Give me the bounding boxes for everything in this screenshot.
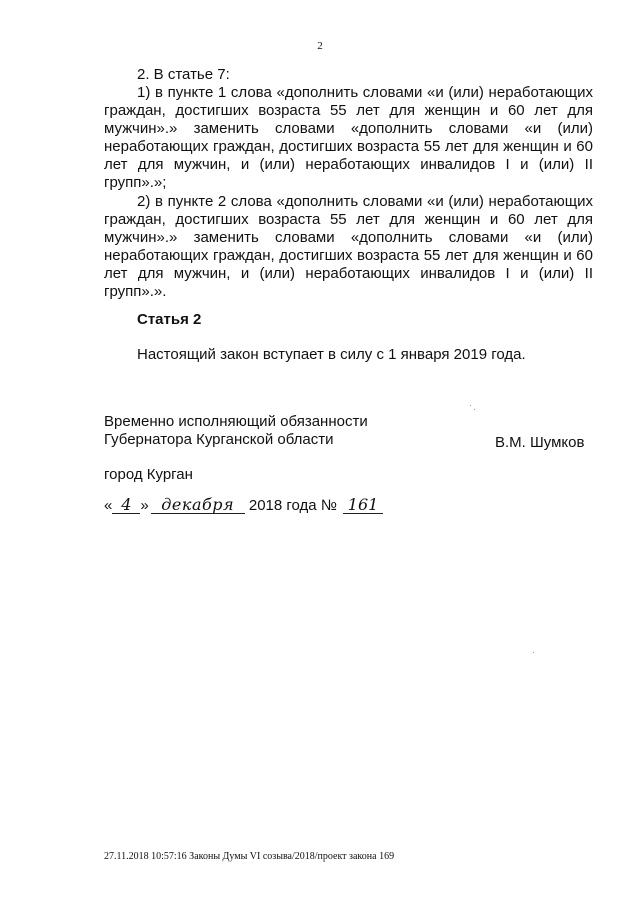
date-year-text: 2018 года № [248,497,337,514]
amendment-item-1: 1) в пункте 1 слова «дополнить словами «и (или) неработающих граждан, достигших возраста 55 лет для женщин и 60 лет для мужчин».» заменить словами «дополнить словами «и (или) неработающих граждан, достигших возраста 55 лет для женщин и 60 лет для мужчин, и (или) неработающих инвалидов I и (или) II групп».»; [104,84,593,191]
signatory-name: В.М. Шумков [495,434,585,451]
scan-speck [470,405,471,406]
date-close-quote: » [140,497,149,514]
signatory-title [104,413,368,449]
handwritten-number: 161 [343,497,383,514]
scan-speck [474,409,475,410]
date-line [104,497,383,514]
amendment-item-2: 2) в пункте 2 слова «дополнить словами «и (или) неработающих граждан, достигших возраста 55 лет для женщин и 60 лет для мужчин».» заменить словами «дополнить словами «и (или) неработающих граждан, достигших возраста 55 лет для женщин и 60 лет для мужчин, и (или) неработающих инвалидов I и (или) II групп».». [104,193,593,300]
signatory-title-line-2: Губернатора Курганской области [104,431,334,448]
handwritten-month: декабря [151,497,245,514]
signatory-title-line-1: Временно исполняющий обязанности [104,413,368,430]
page-number: 2 [317,40,323,52]
amendment-lead: 2. В статье 7: [137,66,230,83]
article-heading: Статья 2 [137,311,202,328]
scan-speck [533,652,534,653]
date-open-quote: « [104,497,113,514]
city-name: город Курган [104,466,193,483]
amendment-section [104,66,593,301]
effective-date-text: Настоящий закон вступает в силу с 1 января 2019 года. [137,346,526,363]
handwritten-day: 4 [112,497,140,514]
document-footer: 27.11.2018 10:57:16 Законы Думы VI созыва/2018/проект закона 169 [104,851,395,862]
